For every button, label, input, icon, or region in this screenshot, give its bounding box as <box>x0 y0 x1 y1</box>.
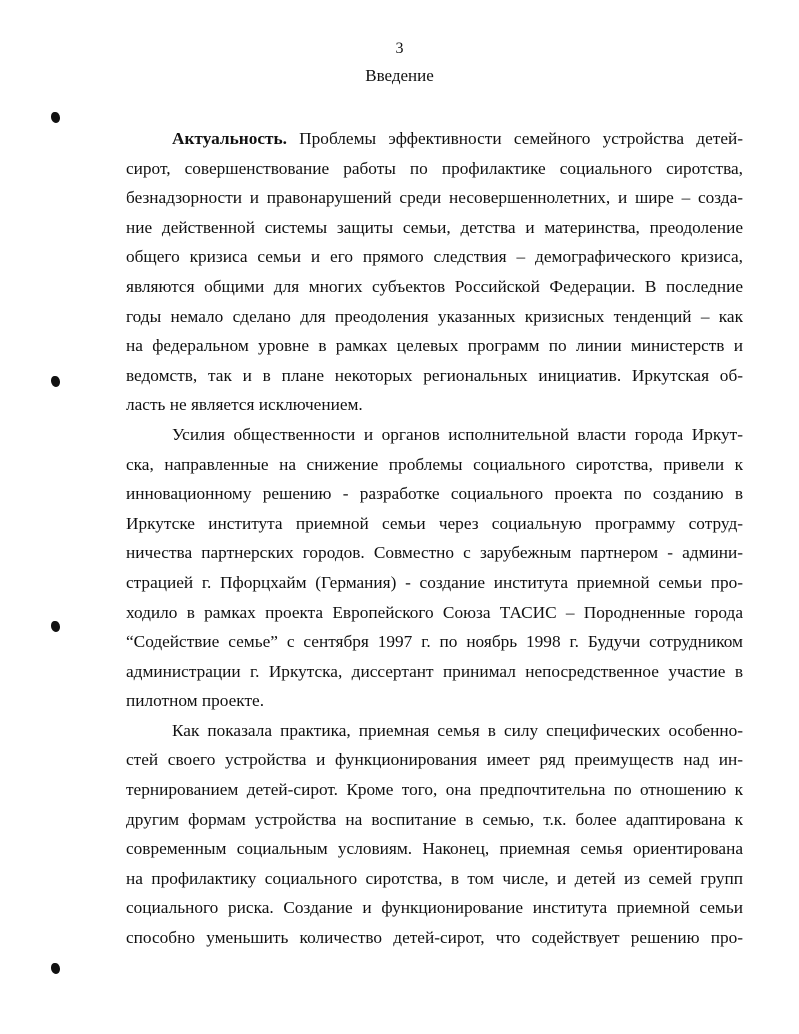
text-line: другим формам устройства на воспитание в семью, т.к. более адаптирована к <box>126 809 743 829</box>
paragraph-practice <box>126 716 743 953</box>
text-line: Актуальность. Проблемы эффективности семейного устройства детей- <box>172 129 743 148</box>
lead-term: Актуальность. <box>172 129 287 148</box>
text-line: тернированием детей-сирот. Кроме того, она предпочтительна по отношению к <box>126 780 743 800</box>
document-body <box>126 124 743 953</box>
text-line: сирот, совершенствование работы по профилактике социального сиротства, <box>126 158 743 178</box>
text-line: ходило в рамках проекта Европейского Союза ТАСИС – Породненные города <box>126 602 743 622</box>
text-line: ничества партнерских городов. Совместно с зарубежным партнером - админи- <box>126 543 743 563</box>
text-line: страцией г. Пфорцхайм (Германия) - создание института приемной семьи про- <box>126 572 743 592</box>
binder-hole-mark <box>51 376 60 387</box>
text-line: ведомств, так и в плане некоторых региональных инициатив. Иркутская об- <box>126 365 743 385</box>
text-line: являются общими для многих субъектов Российской Федерации. В последние <box>126 276 743 296</box>
text-line: ска, направленные на снижение проблемы социального сиротства, привели к <box>126 454 743 474</box>
paragraph-relevance <box>126 124 743 420</box>
section-heading: Введение <box>365 66 434 85</box>
text-line: социального риска. Создание и функционирование института приемной семьи <box>126 898 743 918</box>
text-line: инновационному решению - разработке социального проекта по созданию в <box>126 484 743 504</box>
text-line: общего кризиса семьи и его прямого следствия – демографического кризиса, <box>126 247 743 267</box>
binder-hole-mark <box>51 112 60 123</box>
text-line: годы немало сделано для преодоления указанных кризисных тенденций – как <box>126 306 743 326</box>
text-line: стей своего устройства и функционирования имеет ряд преимуществ над ин- <box>126 750 743 770</box>
text-line: пилотном проекте. <box>126 691 265 711</box>
text-line: способно уменьшить количество детей-сирот, что содействует решению про- <box>126 928 743 948</box>
text-line: “Содействие семье” с сентября 1997 г. по ноябрь 1998 г. Будучи сотрудником <box>126 632 743 652</box>
binder-hole-mark <box>51 963 60 974</box>
text-line: ласть не является исключением. <box>126 395 363 415</box>
text-line: на федеральном уровне в рамках целевых программ по линии министерств и <box>126 336 743 356</box>
text-line: Как показала практика, приемная семья в силу специфических особенно- <box>172 720 743 740</box>
binder-hole-mark <box>51 621 60 632</box>
text-line: на профилактику социального сиротства, в том числе, и детей из семей групп <box>126 868 743 888</box>
text-line: Иркутске института приемной семьи через социальную программу сотруд- <box>126 513 743 533</box>
text-line: современным социальным условиям. Наконец, приемная семья ориентирована <box>126 839 743 859</box>
text-line: администрации г. Иркутска, диссертант принимал непосредственное участие в <box>126 661 743 681</box>
paragraph-efforts <box>126 420 743 716</box>
text-line: безнадзорности и правонарушений среди несовершеннолетних, и шире – созда- <box>126 188 743 208</box>
page-number: 3 <box>395 40 404 57</box>
text-line: ние действенной системы защиты семьи, детства и материнства, преодоление <box>126 217 743 237</box>
text-line: Усилия общественности и органов исполнительной власти города Иркут- <box>172 424 743 444</box>
